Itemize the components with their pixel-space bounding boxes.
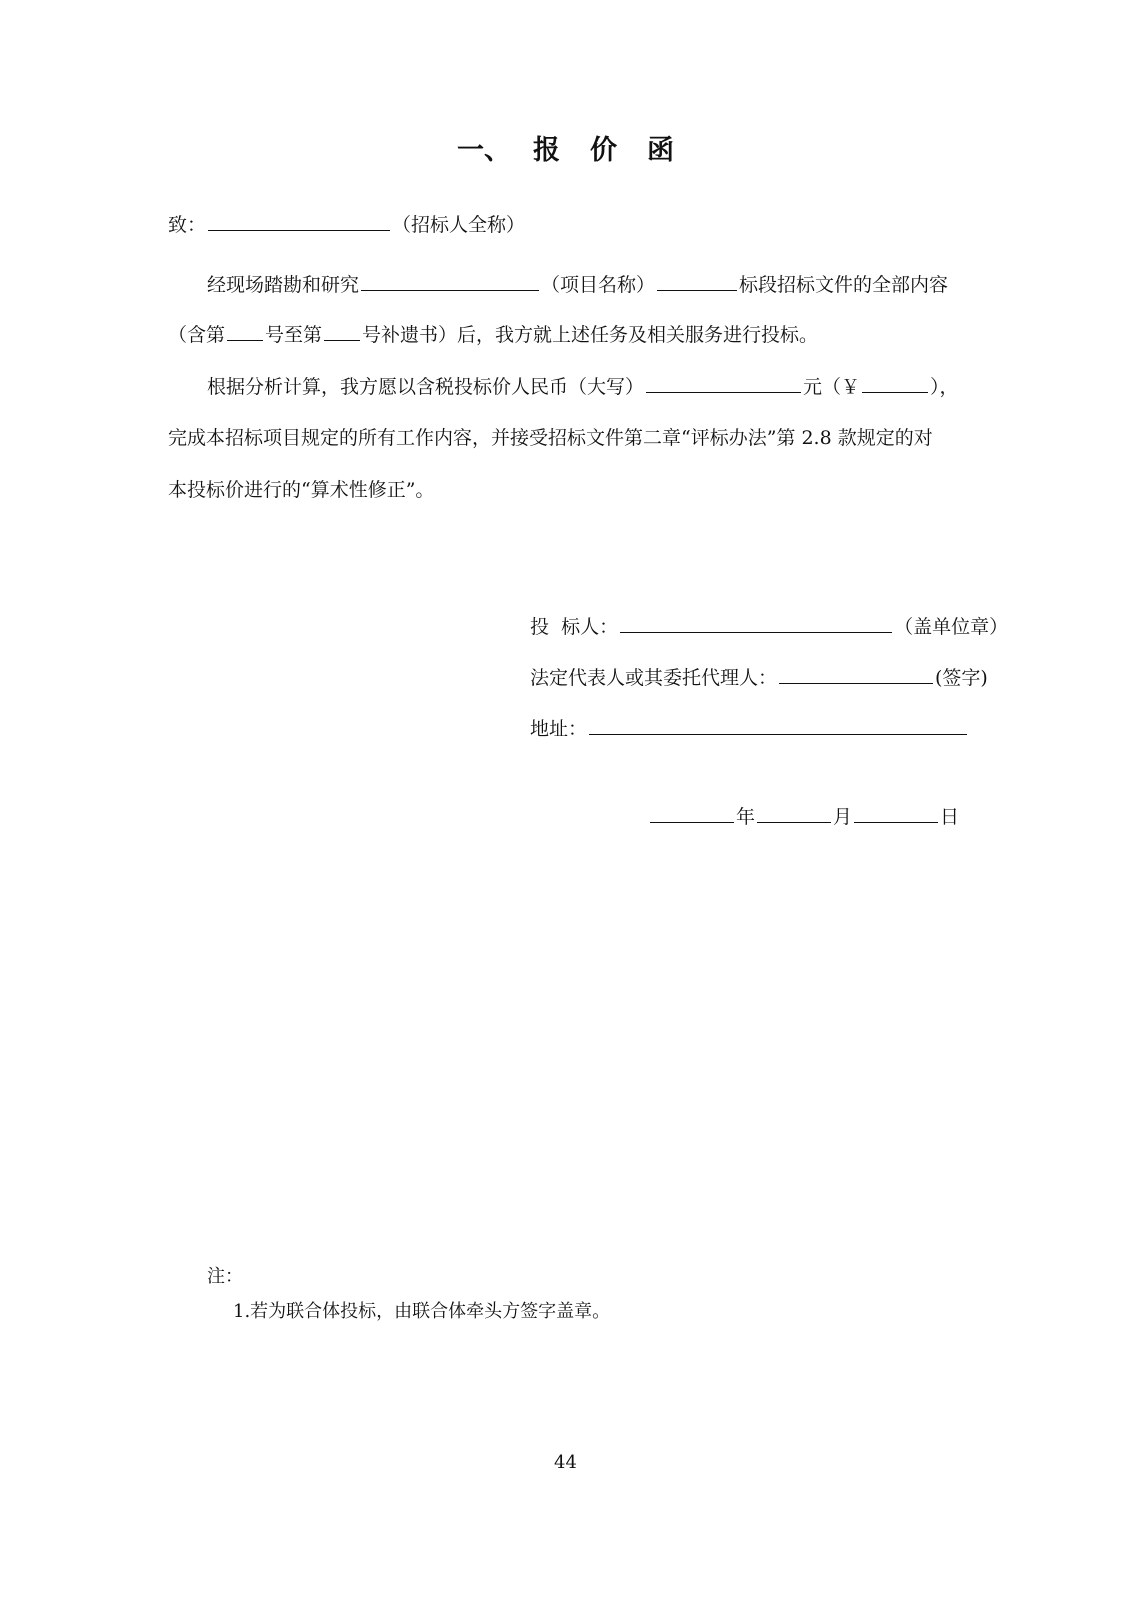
year-blank[interactable] xyxy=(650,804,734,823)
addressee-blank[interactable] xyxy=(208,212,390,231)
representative-line xyxy=(530,665,988,690)
day-blank[interactable] xyxy=(854,804,938,823)
para1-prefix: 经现场踏勘和研究 xyxy=(207,274,360,296)
representative-blank[interactable] xyxy=(779,665,933,684)
title-part-4: 函 xyxy=(647,135,674,166)
para1-line2-prefix: （含第 xyxy=(168,324,226,346)
notes-item-1: 1.若为联合体投标，由联合体牵头方签字盖章。 xyxy=(233,1301,611,1322)
notes-title: 注： xyxy=(207,1266,243,1287)
page-number: 44 xyxy=(554,1452,577,1473)
title-part-2: 报 xyxy=(533,135,560,166)
date-line xyxy=(648,804,959,829)
day-label: 日 xyxy=(940,806,960,828)
para2-line2: 完成本招标项目规定的所有工作内容，并接受招标文件第二章“评标办法”第 2.8 款规定的对 xyxy=(168,427,933,449)
para1-line1 xyxy=(207,272,948,297)
addressee-prefix: 致： xyxy=(168,214,207,236)
bidder-suffix: （盖单位章） xyxy=(894,616,1009,638)
month-blank[interactable] xyxy=(757,804,831,823)
bidder-blank[interactable] xyxy=(620,614,892,633)
address-line xyxy=(530,716,969,741)
section-blank[interactable] xyxy=(657,272,737,291)
para1-line2-mid: 号至第 xyxy=(265,324,323,346)
para2-suffix: ）， xyxy=(930,376,959,398)
page-title xyxy=(0,128,1131,167)
project-name-blank[interactable] xyxy=(361,272,539,291)
para2-prefix: 根据分析计算，我方愿以含税投标价人民币（大写） xyxy=(207,376,645,398)
para1-line2-suffix: 号补遗书）后，我方就上述任务及相关服务进行投标。 xyxy=(362,324,819,346)
project-name-label: （项目名称） xyxy=(541,274,656,296)
bidder-label: 投 标人： xyxy=(530,616,619,638)
year-label: 年 xyxy=(736,806,756,828)
para1-mid: 标段招标文件的全部内容 xyxy=(739,274,949,296)
bidder-line xyxy=(530,614,1008,639)
para2-mid: 元（￥ xyxy=(803,376,861,398)
title-part-1: 一、 xyxy=(457,135,511,166)
para1-line2 xyxy=(168,322,818,347)
addressee-suffix: （招标人全称） xyxy=(392,214,526,236)
addendum-to-blank[interactable] xyxy=(324,322,360,341)
representative-label: 法定代表人或其委托代理人： xyxy=(530,667,778,689)
addendum-from-blank[interactable] xyxy=(227,322,263,341)
para2-line3: 本投标价进行的“算术性修正”。 xyxy=(168,479,435,501)
address-blank[interactable] xyxy=(589,716,967,735)
para2-line1 xyxy=(207,374,959,399)
representative-suffix: (签字) xyxy=(935,667,988,689)
title-part-3: 价 xyxy=(590,135,617,166)
addressee-line xyxy=(168,212,525,237)
address-label: 地址： xyxy=(530,718,588,740)
price-words-blank[interactable] xyxy=(646,374,801,393)
price-number-blank[interactable] xyxy=(862,374,928,393)
month-label: 月 xyxy=(833,806,853,828)
